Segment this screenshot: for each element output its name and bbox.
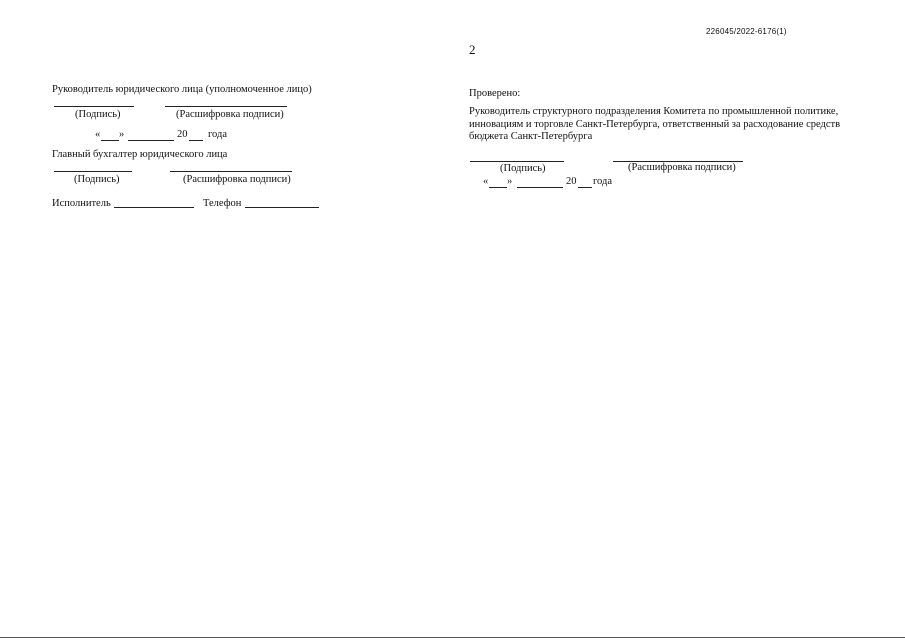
right-date-day-line bbox=[489, 187, 507, 188]
head-sign-caption: (Подпись) bbox=[75, 109, 121, 120]
checked-label: Проверено: bbox=[469, 88, 521, 99]
right-sign-caption: (Подпись) bbox=[500, 163, 546, 174]
document-id: 226045/2022-6176(1) bbox=[706, 27, 787, 36]
page-number: 2 bbox=[469, 42, 476, 57]
right-signature-line bbox=[470, 161, 564, 162]
scan-bottom-edge bbox=[0, 637, 905, 638]
accountant-decode-line bbox=[170, 171, 292, 172]
executor-label: Исполнитель bbox=[52, 198, 111, 209]
accountant-title: Главный бухгалтер юридического лица bbox=[52, 149, 228, 160]
head-date-close-quote: » bbox=[119, 129, 125, 140]
head-date-day-line bbox=[101, 140, 119, 141]
head-title: Руководитель юридического лица (уполномоченное лицо) bbox=[52, 84, 312, 95]
accountant-sign-caption: (Подпись) bbox=[74, 174, 120, 185]
accountant-decode-caption: (Расшифровка подписи) bbox=[183, 174, 291, 185]
head-decode-line bbox=[165, 106, 287, 107]
right-date-year-line bbox=[578, 187, 592, 188]
right-date-year-prefix: 20 bbox=[566, 176, 577, 187]
right-date-year-suffix: года bbox=[593, 176, 612, 187]
right-date-open-quote: « bbox=[483, 176, 489, 187]
right-date-month-line bbox=[517, 187, 563, 188]
executor-line bbox=[114, 207, 194, 208]
head-date-open-quote: « bbox=[95, 129, 101, 140]
right-decode-caption: (Расшифровка подписи) bbox=[628, 162, 736, 173]
phone-line bbox=[245, 207, 319, 208]
phone-label: Телефон bbox=[203, 198, 242, 209]
accountant-signature-line bbox=[54, 171, 132, 172]
head-signature-line bbox=[54, 106, 134, 107]
head-decode-caption: (Расшифровка подписи) bbox=[176, 109, 284, 120]
head-date-month-line bbox=[128, 140, 174, 141]
head-date-year-suffix: года bbox=[208, 129, 227, 140]
responsible-text: Руководитель структурного подразделения Комитета по промышленной политике, инновациям и торговле Санкт-Петербурга, ответственный за расходование средств бюджета Санкт-Петербурга bbox=[469, 106, 841, 142]
right-date-close-quote: » bbox=[507, 176, 513, 187]
head-date-year-prefix: 20 bbox=[177, 129, 188, 140]
head-date-year-line bbox=[189, 140, 203, 141]
